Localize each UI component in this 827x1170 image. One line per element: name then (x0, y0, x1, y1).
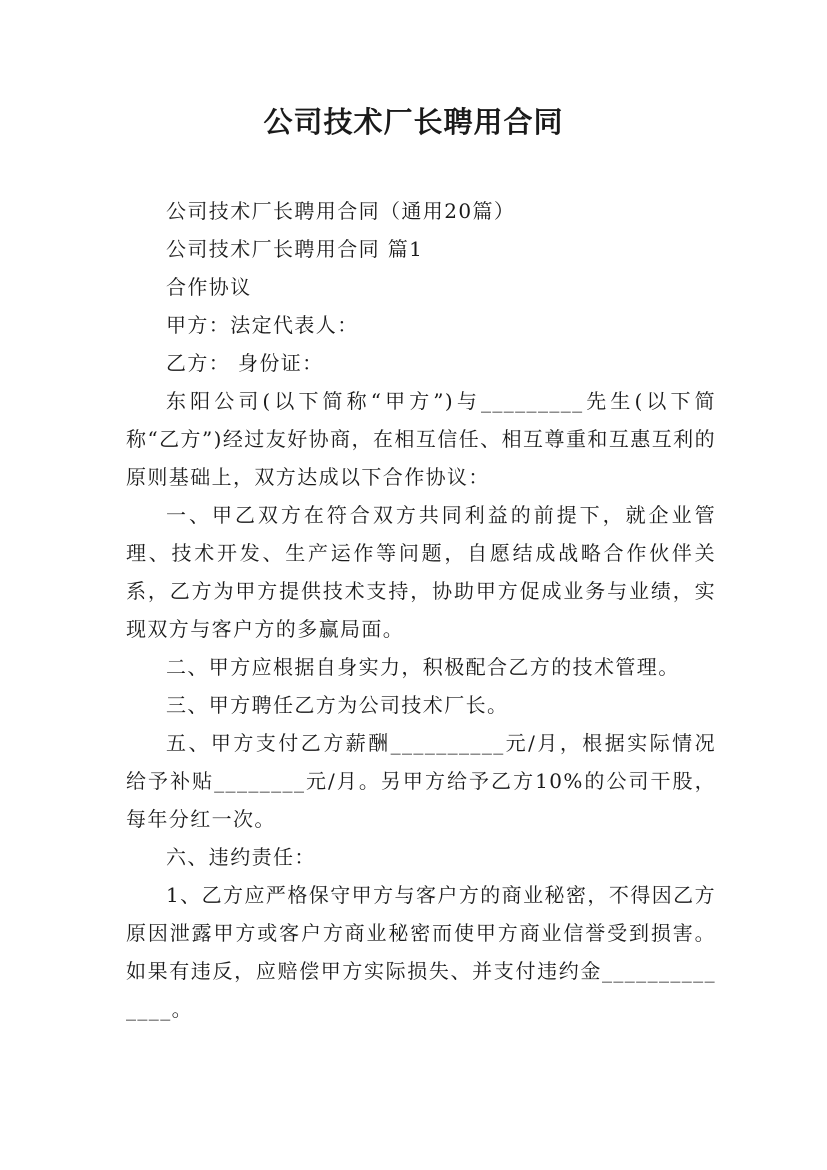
paragraph-preamble: 东阳公司(以下简称“甲方”)与_________先生(以下简称“乙方”)经过友好协商，在相互信任、相互尊重和互惠互利的原则基础上，双方达成以下合作协议： (126, 389, 716, 489)
document-body (126, 192, 716, 1028)
document-title: 公司技术厂长聘用合同 (263, 105, 564, 139)
paragraph-agreement-heading: 合作协议 (166, 275, 252, 299)
paragraph-clause-3: 三、甲方聘任乙方为公司技术厂长。 (166, 693, 509, 717)
paragraph-clause-2: 二、甲方应根据自身实力，积极配合乙方的技术管理。 (166, 655, 680, 679)
paragraph-party-b: 乙方： 身份证： (166, 351, 324, 375)
paragraph-clause-6-1: 1、乙方应严格保守甲方与客户方的商业秘密，不得因乙方原因泄露甲方或客户方商业秘密而使甲方商业信誉受到损害。如果有违反，应赔偿甲方实际损失、并支付违约金______________。 (126, 883, 716, 1021)
paragraph-clause-6: 六、违约责任： (166, 845, 316, 869)
paragraph-party-a: 甲方：法定代表人： (166, 313, 359, 337)
paragraph-section-heading: 公司技术厂长聘用合同 篇1 (166, 237, 424, 261)
paragraph-clause-5: 五、甲方支付乙方薪酬__________元/月，根据实际情况给予补贴________元/月。另甲方给予乙方10%的公司干股，每年分红一次。 (126, 731, 716, 831)
paragraph-clause-1: 一、甲乙双方在符合双方共同利益的前提下，就企业管理、技术开发、生产运作等问题，自愿结成战略合作伙伴关系，乙方为甲方提供技术支持，协助甲方促成业务与业绩，实现双方与客户方的多赢局面。 (126, 503, 716, 641)
paragraph-subtitle: 公司技术厂长聘用合同（通用20篇） (166, 199, 516, 223)
